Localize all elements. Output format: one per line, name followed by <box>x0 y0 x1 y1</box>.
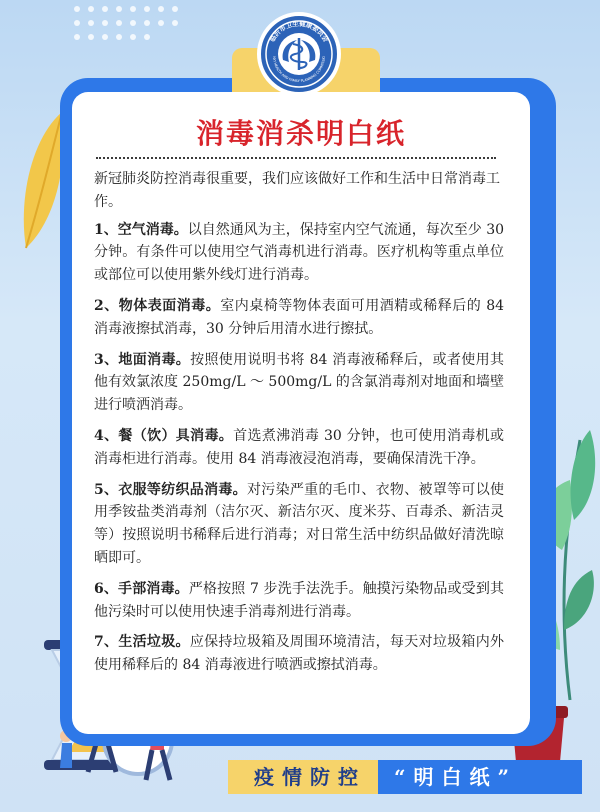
item-heading: 5、衣服等纺织品消毒。 <box>94 481 247 498</box>
intro-text: 新冠肺炎防控消毒很重要，我们应该做好工作和生活中日常消毒工作。 <box>94 171 500 210</box>
bottom-banner <box>228 763 582 791</box>
item-body: 对污染严重的毛巾、衣物、被罩等可以使用季铵盐类消毒剂（洁尔灭、新洁尔灭、度米芬、百毒杀、新洁灵等）按照说明书稀释后进行消毒；对日常生活中纺织品做好清洗晾晒即可。 <box>94 481 504 566</box>
list-item <box>94 219 504 287</box>
dot-pattern <box>70 0 200 50</box>
item-heading: 2、物体表面消毒。 <box>94 297 221 314</box>
title-divider <box>96 157 496 159</box>
list-item <box>94 295 504 341</box>
health-commission-emblem <box>257 12 341 96</box>
emblem-org-name-en: NYI HEALTH AND FAMILY PLANNING COMMISSIO <box>271 55 327 84</box>
banner-left-text: 疫情防控 <box>254 765 366 789</box>
list-item <box>94 578 504 624</box>
notice-content <box>94 168 504 685</box>
emblem-org-name: 临沂市卫生健康委员会 <box>268 19 330 44</box>
item-body: 室内桌椅等物体表面可用酒精或稀释后的 84 消毒液擦拭消毒，30 分钟后用清水进行擦拭。 <box>94 297 505 337</box>
item-heading: 4、餐（饮）具消毒。 <box>94 427 234 444</box>
item-body: 严格按照 7 步洗手法洗手。触摸污染物品或受到其他污染时可以使用快速手消毒剂进行消毒。 <box>94 580 504 620</box>
item-heading: 3、地面消毒。 <box>94 351 191 368</box>
list-item <box>94 479 504 570</box>
page-title: 消毒消杀明白纸 <box>195 117 406 150</box>
list-item <box>94 425 504 471</box>
item-body: 首选煮沸消毒 30 分钟，也可使用消毒机或消毒柜进行消毒。使用 84 消毒液浸泡消毒，要确保清洗干净。 <box>94 427 504 467</box>
item-body: 以自然通风为主，保持室内空气流通，每次至少 30 分钟。有条件可以使用空气消毒机进行消毒。医疗机构等重点单位或部位可以使用紫外线灯进行消毒。 <box>94 221 505 284</box>
item-heading: 1、空气消毒。 <box>94 221 188 238</box>
list-item <box>94 631 504 677</box>
item-body: 应保持垃圾箱及周围环境清洁，每天对垃圾箱内外使用稀释后的 84 消毒液进行喷洒或擦拭消毒。 <box>94 634 504 674</box>
item-heading: 7、生活垃圾。 <box>94 634 190 651</box>
banner-right-text: “明白纸” <box>394 765 518 789</box>
item-body: 按照使用说明书将 84 消毒液稀释后，或者使用其他有效氯浓度 250mg/L ～ 500mg/L 的含氯消毒剂对地面和墙壁进行喷洒消毒。 <box>94 351 504 414</box>
list-item <box>94 349 504 417</box>
item-heading: 6、手部消毒。 <box>94 580 189 597</box>
